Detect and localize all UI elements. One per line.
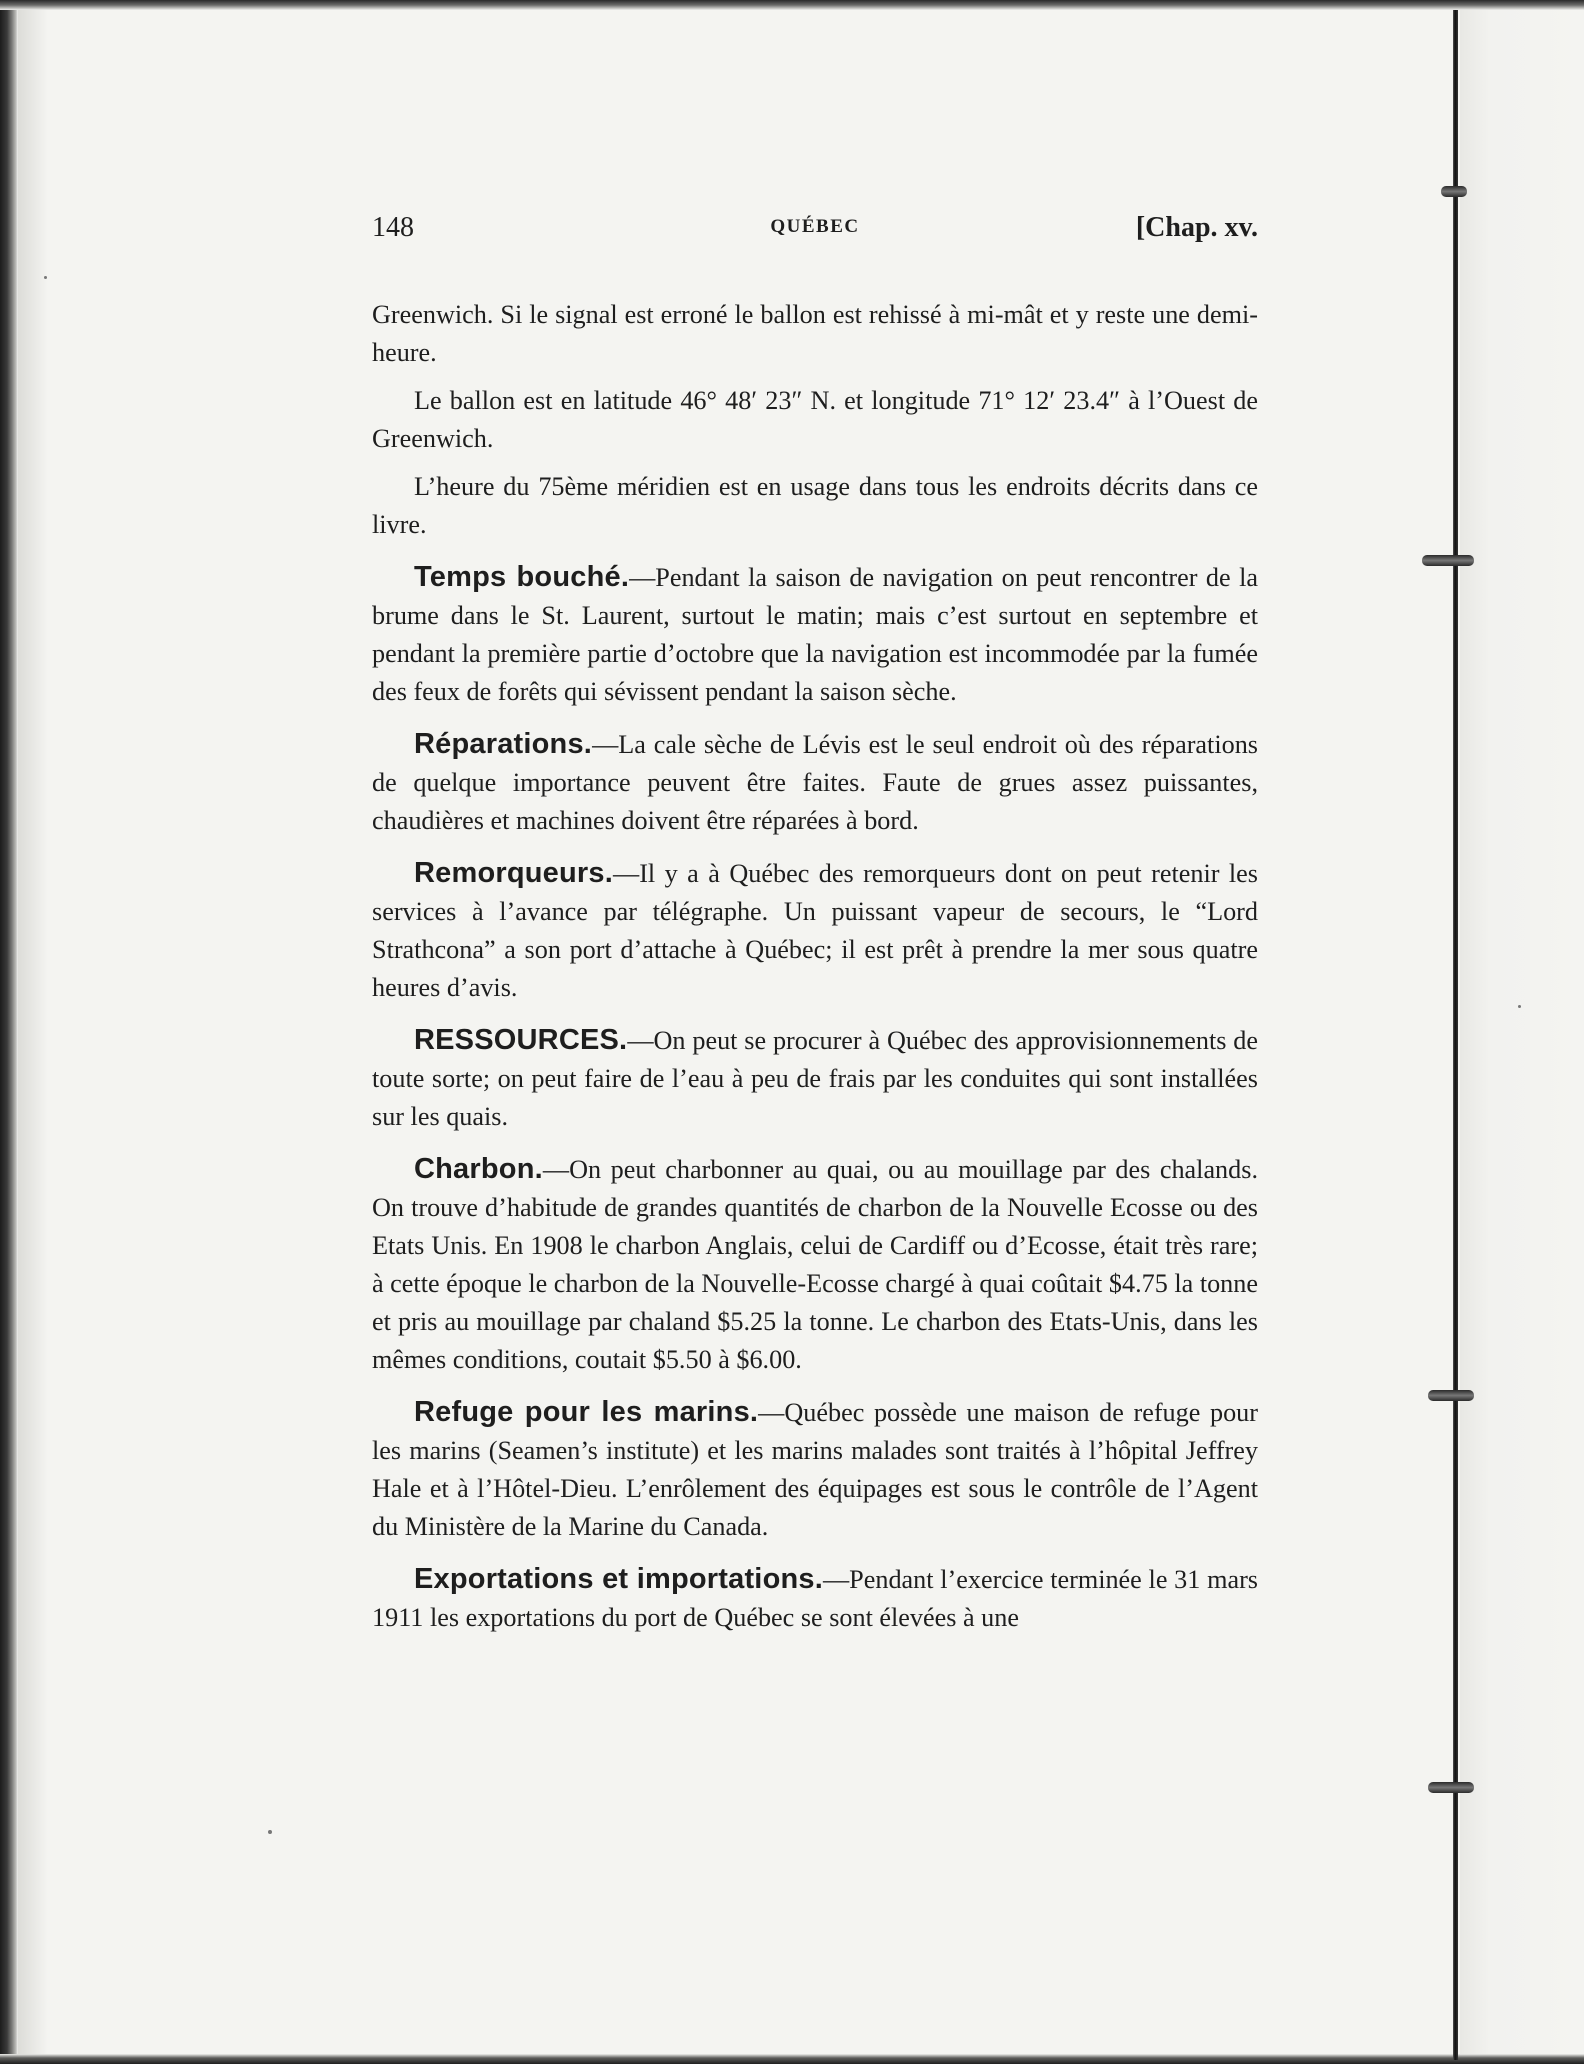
section-paragraph <box>372 1150 1258 1379</box>
section-heading: Exportations et importations. <box>414 1563 823 1595</box>
section-heading: RESSOURCES. <box>414 1024 628 1056</box>
running-header <box>372 212 1258 256</box>
paragraph-text: —On peut charbonner au quai, ou au mouillage par des chalands. On trouve d’habitude de grandes quantités de charbon de la Nouvelle Ecosse ou des Etats Unis. En 1908 le charbon Anglais, celui de Cardiff ou d’Ecosse, était très rare; à cette époque le charbon de la Nouvelle-Ecosse chargé à quai coûtait $4.75 la tonne et pris au mouillage par chaland $5.25 la tonne. Le charbon des Etats-Unis, dans les mêmes conditions, coutait $5.50 à $6.00. <box>372 1155 1258 1374</box>
page-block-edge <box>0 0 18 2064</box>
section-paragraph <box>372 725 1258 840</box>
paragraph <box>372 382 1258 458</box>
top-border <box>0 0 1584 10</box>
paragraph-text: Greenwich. Si le signal est erroné le ballon est rehissé à mi-mât et y reste une demi-heure. <box>372 300 1258 367</box>
paragraph <box>372 296 1258 372</box>
section-heading: Temps bouché. <box>414 561 630 593</box>
facing-page-edge <box>1460 0 1584 2064</box>
paragraph-text: —La cale sèche de Lévis est le seul endroit où des réparations de quelque importance peuvent être faites. Faute de grues assez puissantes, chaudières et machines doivent être réparées à bord. <box>372 730 1258 835</box>
gutter-shadow <box>18 0 48 2064</box>
paragraph-text: —Pendant la saison de navigation on peut rencontrer de la brume dans le St. Laurent, surtout le matin; mais c’est surtout en septembre et pendant la première partie d’octobre que la navigation est incommodée par la fumée des feux de forêts qui sévissent pendant la saison sèche. <box>372 563 1258 706</box>
paragraph-text: —Pendant l’exercice terminée le 31 mars 1911 les exportations du port de Québec se sont élevées à une <box>372 1565 1258 1632</box>
binding-knot <box>1441 186 1467 197</box>
binding-knot <box>1428 1390 1474 1401</box>
paragraph <box>372 468 1258 544</box>
section-paragraph <box>372 1021 1258 1136</box>
section-paragraph <box>372 558 1258 711</box>
page-content <box>372 212 1258 1647</box>
page-number: 148 <box>372 212 414 243</box>
section-heading: Charbon. <box>414 1153 543 1185</box>
paragraph-text: L’heure du 75ème méridien est en usage dans tous les endroits décrits dans ce livre. <box>372 472 1258 539</box>
section-heading: Remorqueurs. <box>414 857 613 889</box>
paragraph-text: —Québec possède une maison de refuge pour les marins (Seamen’s institute) et les marins malades sont traités à l’hôpital Jeffrey Hale et à l’Hôtel-Dieu. L’enrôlement des équipages est sous le contrôle de l’Agent du Ministère de la Marine du Canada. <box>372 1398 1258 1541</box>
paragraph-text: —On peut se procurer à Québec des approvisionnements de toute sorte; on peut faire de l’eau à peu de frais par les conduites qui sont installées sur les quais. <box>372 1026 1258 1131</box>
binding-cord <box>1453 10 1458 2060</box>
dust-speck <box>44 276 47 279</box>
dust-speck <box>1518 1005 1521 1008</box>
binding-knot <box>1422 555 1474 566</box>
paragraph-text: —Il y a à Québec des remorqueurs dont on peut retenir les services à l’avance par télégraphe. Un puissant vapeur de secours, le “Lord Strathcona” a son port d’attache à Québec; il est prêt à prendre la mer sous quatre heures d’avis. <box>372 859 1258 1002</box>
running-title: QUÉBEC <box>770 216 860 237</box>
paragraph-text: Le ballon est en latitude 46° 48′ 23″ N. et longitude 71° 12′ 23.4″ à l’Ouest de Greenwich. <box>372 386 1258 453</box>
binding-knot <box>1428 1782 1474 1793</box>
bottom-border <box>0 2054 1584 2064</box>
body-text <box>372 296 1258 1637</box>
dust-speck <box>268 1830 272 1834</box>
section-paragraph <box>372 1560 1258 1637</box>
chapter-reference: [Chap. xv. <box>1135 212 1258 243</box>
section-paragraph <box>372 1393 1258 1546</box>
section-paragraph <box>372 854 1258 1007</box>
section-heading: Refuge pour les marins. <box>414 1396 759 1428</box>
section-heading: Réparations. <box>414 728 593 760</box>
